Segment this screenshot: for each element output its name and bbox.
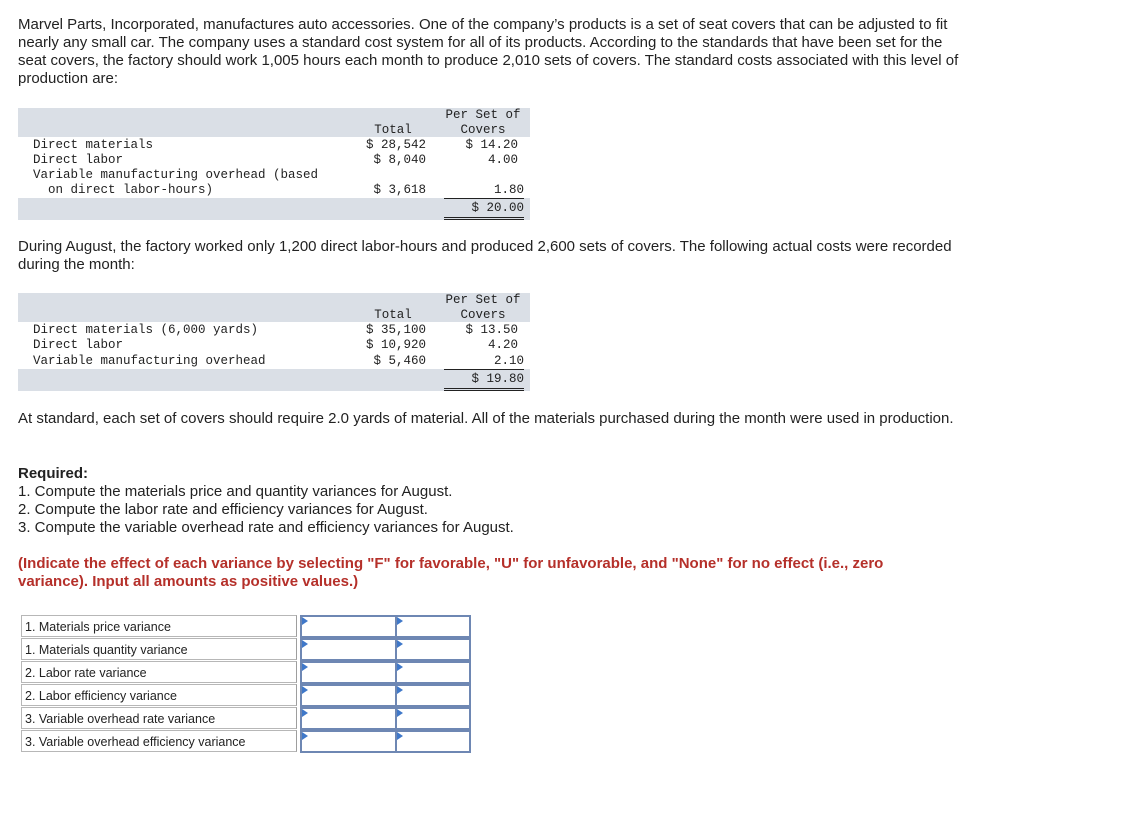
row-per-set: $ 14.20: [465, 138, 518, 152]
header-per-set-line2: Covers: [460, 308, 506, 322]
effect-select[interactable]: [395, 684, 471, 707]
row-label: Direct labor: [33, 153, 124, 167]
row-label: Variable manufacturing overhead (based: [33, 168, 319, 182]
table-row: [18, 168, 530, 183]
required-item: 3. Compute the variable overhead rate and efficiency variances for August.: [18, 519, 514, 536]
dropdown-marker-icon: [397, 732, 403, 740]
standard-cost-table: [18, 108, 530, 220]
amount-input[interactable]: [300, 730, 397, 753]
required-section: [18, 465, 514, 537]
effect-select[interactable]: [395, 638, 471, 661]
row-label-continued: on direct labor-hours): [48, 183, 214, 197]
dropdown-marker-icon: [397, 617, 403, 625]
row-total: $ 8,040: [373, 153, 426, 167]
effect-select[interactable]: [395, 707, 471, 730]
effect-select[interactable]: [395, 730, 471, 753]
input-marker-icon: [302, 709, 308, 717]
row-per-set: 4.00: [487, 153, 518, 167]
august-paragraph: During August, the factory worked only 1,200 direct labor-hours and produced 2,600 sets of covers. The following actual costs were recorded during the month:: [18, 238, 952, 273]
intro-paragraph: Marvel Parts, Incorporated, manufactures auto accessories. One of the company’s products is a set of seat covers that can be adjusted to fit nearly any small car. The company uses a standard cost system for all of its products. According to the standards that have been set for the seat covers, the factory should work 1,005 hours each month to produce 2,010 sets of covers. The standard costs associated with this level of production are:: [18, 16, 959, 87]
required-item: 2. Compute the labor rate and efficiency variances for August.: [18, 501, 428, 518]
row-total: $ 5,460: [373, 354, 426, 368]
row-per-set: 2.10: [444, 354, 524, 370]
table-row: [18, 138, 530, 153]
header-per-set-line1: Per Set of: [445, 293, 521, 307]
per-set-total: $ 19.80: [444, 372, 524, 391]
required-heading: Required:: [18, 465, 89, 482]
table-row: [21, 684, 471, 707]
row-label: Variable manufacturing overhead: [33, 354, 266, 368]
variance-label: 3. Variable overhead rate variance: [21, 707, 297, 729]
amount-input[interactable]: [300, 615, 397, 638]
row-label: Direct labor: [33, 338, 124, 352]
variance-label: 1. Materials price variance: [21, 615, 297, 637]
standard-paragraph: At standard, each set of covers should require 2.0 yards of material. All of the materials purchased during the month were used in production.: [18, 410, 954, 427]
variance-label: 1. Materials quantity variance: [21, 638, 297, 660]
instruction-note: (Indicate the effect of each variance by selecting "F" for favorable, "U" for unfavorable, and "None" for no effect (i.e., zero variance). Input all amounts as positive values.): [18, 555, 884, 590]
row-per-set: 4.20: [487, 338, 518, 352]
dropdown-marker-icon: [397, 709, 403, 717]
input-marker-icon: [302, 617, 308, 625]
table-row: [18, 153, 530, 168]
row-total: $ 3,618: [373, 183, 426, 197]
row-per-set: 1.80: [444, 183, 524, 199]
table-row: [21, 707, 471, 730]
table-row: [18, 354, 530, 369]
table-total-row: [18, 372, 530, 387]
effect-select[interactable]: [395, 615, 471, 638]
amount-input[interactable]: [300, 638, 397, 661]
variance-label: 3. Variable overhead efficiency variance: [21, 730, 297, 752]
table-total-row: [18, 201, 530, 216]
dropdown-marker-icon: [397, 640, 403, 648]
table-row: [21, 661, 471, 684]
table-row: [18, 183, 530, 198]
effect-select[interactable]: [395, 661, 471, 684]
table-row: [21, 730, 471, 753]
row-total: $ 35,100: [365, 323, 426, 337]
variance-label: 2. Labor efficiency variance: [21, 684, 297, 706]
row-total: $ 10,920: [365, 338, 426, 352]
table-row: [21, 638, 471, 661]
amount-input[interactable]: [300, 707, 397, 730]
amount-input[interactable]: [300, 661, 397, 684]
actual-cost-table: [18, 293, 530, 391]
input-marker-icon: [302, 732, 308, 740]
dropdown-marker-icon: [397, 663, 403, 671]
input-marker-icon: [302, 663, 308, 671]
header-total: Total: [374, 123, 412, 137]
dropdown-marker-icon: [397, 686, 403, 694]
row-per-set: $ 13.50: [465, 323, 518, 337]
amount-input[interactable]: [300, 684, 397, 707]
table-row: [18, 323, 530, 338]
required-item: 1. Compute the materials price and quantity variances for August.: [18, 483, 453, 500]
table-row: [21, 615, 471, 638]
header-per-set-line1: Per Set of: [445, 108, 521, 122]
input-marker-icon: [302, 686, 308, 694]
row-label: Direct materials (6,000 yards): [33, 323, 259, 337]
row-total: $ 28,542: [365, 138, 426, 152]
input-marker-icon: [302, 640, 308, 648]
variance-label: 2. Labor rate variance: [21, 661, 297, 683]
table-row: [18, 338, 530, 353]
per-set-total: $ 20.00: [444, 201, 524, 220]
row-label: Direct materials: [33, 138, 154, 152]
header-total: Total: [374, 308, 412, 322]
header-per-set-line2: Covers: [460, 123, 506, 137]
